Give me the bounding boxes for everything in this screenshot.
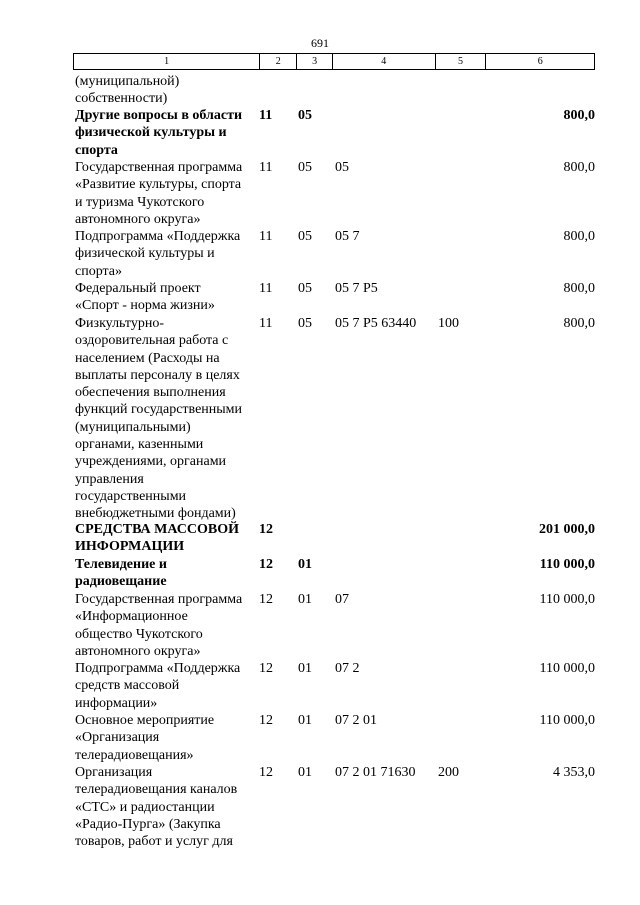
row-name-line: физической культуры и — [75, 246, 215, 262]
row-name-line: Государственная программа — [75, 592, 243, 607]
row-name-line: Подпрограмма «Поддержка — [75, 661, 241, 676]
row-name-line: «Развитие культуры, спорта — [75, 177, 242, 193]
row-sum: 800,0 — [563, 160, 595, 175]
row-name-line: «Организация — [75, 730, 160, 746]
row-subsection-code: 01 — [298, 592, 312, 607]
row-name — [75, 764, 261, 850]
row-section-code: 12 — [259, 522, 273, 537]
row-subsection-code: 01 — [298, 557, 312, 572]
row-target-article-code: 05 7 P5 — [335, 281, 378, 296]
row-sum: 201 000,0 — [539, 522, 595, 537]
row-sum: 110 000,0 — [539, 661, 595, 676]
row-name — [75, 280, 261, 315]
row-name-line: товаров, работ и услуг для — [75, 834, 233, 850]
row-name-line: органами, казенными — [75, 437, 204, 453]
row-name — [75, 159, 261, 228]
row-name-line: населением (Расходы на — [75, 350, 220, 366]
row-name-line: «СТС» и радиостанции — [75, 799, 215, 815]
row-sum: 110 000,0 — [539, 713, 595, 728]
row-target-article-code: 05 7 P5 63440 — [335, 316, 417, 331]
row-name-line: Государственная программа — [75, 160, 243, 175]
row-name-line: автономного округа» — [75, 643, 201, 659]
row-name — [75, 315, 261, 523]
row-section-code: 11 — [259, 108, 273, 123]
row-subsection-code: 05 — [298, 108, 312, 123]
header-col-5: 5 — [435, 54, 486, 69]
row-section-code: 11 — [259, 316, 273, 331]
header-col-2: 2 — [259, 54, 296, 69]
row-target-article-code: 07 — [335, 592, 349, 607]
row-name-line: государственными — [75, 488, 187, 504]
row-name-line: «Спорт - норма жизни» — [75, 298, 215, 314]
row-subsection-code: 01 — [298, 661, 312, 676]
row-target-article-code: 07 2 — [335, 661, 360, 676]
row-target-article-code: 07 2 01 71630 — [335, 765, 416, 780]
row-name-line: и туризма Чукотского — [75, 194, 205, 210]
row-target-article-code: 05 — [335, 160, 349, 175]
row-name-line: Физкультурно- — [75, 316, 164, 331]
header-col-4: 4 — [332, 54, 435, 69]
row-name-line: функций государственными — [75, 402, 243, 418]
row-sum: 4 353,0 — [553, 765, 595, 780]
row-subsection-code: 05 — [298, 316, 312, 331]
header-col-3: 3 — [296, 54, 332, 69]
row-name-line: средств массовой — [75, 678, 180, 694]
row-name-line: Подпрограмма «Поддержка — [75, 229, 241, 244]
row-name — [75, 591, 261, 660]
row-target-article-code: 07 2 01 — [335, 713, 377, 728]
row-section-code: 11 — [259, 281, 273, 296]
row-name — [75, 660, 261, 712]
row-name — [75, 556, 261, 591]
row-name-line: «Информационное — [75, 609, 188, 625]
row-name — [75, 712, 261, 764]
row-name-line: телерадиовещания каналов — [75, 782, 238, 798]
table-header-row — [73, 53, 595, 70]
row-sum: 110 000,0 — [539, 557, 595, 572]
row-name-line: Организация — [75, 765, 153, 780]
row-subsection-code: 01 — [298, 765, 312, 780]
row-name-line: «Радио-Пурга» (Закупка — [75, 816, 221, 832]
row-name-line: спорта» — [75, 263, 123, 279]
row-name — [75, 521, 261, 556]
row-name-line: Телевидение и — [75, 557, 167, 572]
row-name-line: Другие вопросы в области — [75, 108, 243, 123]
row-name-line: ИНФОРМАЦИИ — [75, 539, 185, 555]
row-name-line: внебюджетными фондами) — [75, 506, 236, 522]
row-target-article-code: 05 7 — [335, 229, 360, 244]
row-section-code: 11 — [259, 160, 273, 175]
row-section-code: 12 — [259, 765, 273, 780]
row-sum: 800,0 — [563, 108, 595, 123]
row-section-code: 12 — [259, 557, 273, 572]
row-section-code: 11 — [259, 229, 273, 244]
row-name — [75, 228, 261, 280]
row-name-line: физической культуры и — [75, 125, 227, 141]
row-section-code: 12 — [259, 592, 273, 607]
header-col-1: 1 — [164, 56, 170, 67]
row-sum: 800,0 — [563, 316, 595, 331]
row-name-line: учреждениями, органами — [75, 454, 227, 470]
row-expense-type-code: 200 — [438, 765, 459, 780]
row-name-line: СРЕДСТВА МАССОВОЙ — [75, 522, 240, 537]
row-name-line: (муниципальной) — [75, 74, 180, 89]
row-name-line: информации» — [75, 695, 158, 711]
row-name-line: собственности) — [75, 91, 168, 107]
row-name-line: общество Чукотского — [75, 626, 203, 642]
row-section-code: 12 — [259, 713, 273, 728]
row-subsection-code: 05 — [298, 281, 312, 296]
row-name-line: оздоровительная работа с — [75, 333, 229, 349]
row-name — [75, 73, 261, 108]
row-section-code: 12 — [259, 661, 273, 676]
row-name-line: Основное мероприятие — [75, 713, 215, 728]
row-subsection-code: 05 — [298, 160, 312, 175]
row-name-line: управления — [75, 471, 144, 487]
row-name-line: Федеральный проект — [75, 281, 201, 296]
row-name-line: автономного округа» — [75, 211, 201, 227]
row-sum: 110 000,0 — [539, 592, 595, 607]
row-name-line: обеспечения выполнения — [75, 385, 226, 401]
row-expense-type-code: 100 — [438, 316, 459, 331]
row-name-line: выплаты персоналу в целях — [75, 367, 240, 383]
row-name-line: (муниципальными) — [75, 419, 191, 435]
row-sum: 800,0 — [563, 281, 595, 296]
row-name-line: спорта — [75, 142, 118, 158]
row-name-line: телерадиовещания» — [75, 747, 194, 763]
header-col-6: 6 — [485, 54, 594, 69]
row-subsection-code: 05 — [298, 229, 312, 244]
page-number: 691 — [311, 36, 329, 50]
row-subsection-code: 01 — [298, 713, 312, 728]
row-name — [75, 107, 261, 159]
row-name-line: радиовещание — [75, 574, 167, 590]
row-sum: 800,0 — [563, 229, 595, 244]
